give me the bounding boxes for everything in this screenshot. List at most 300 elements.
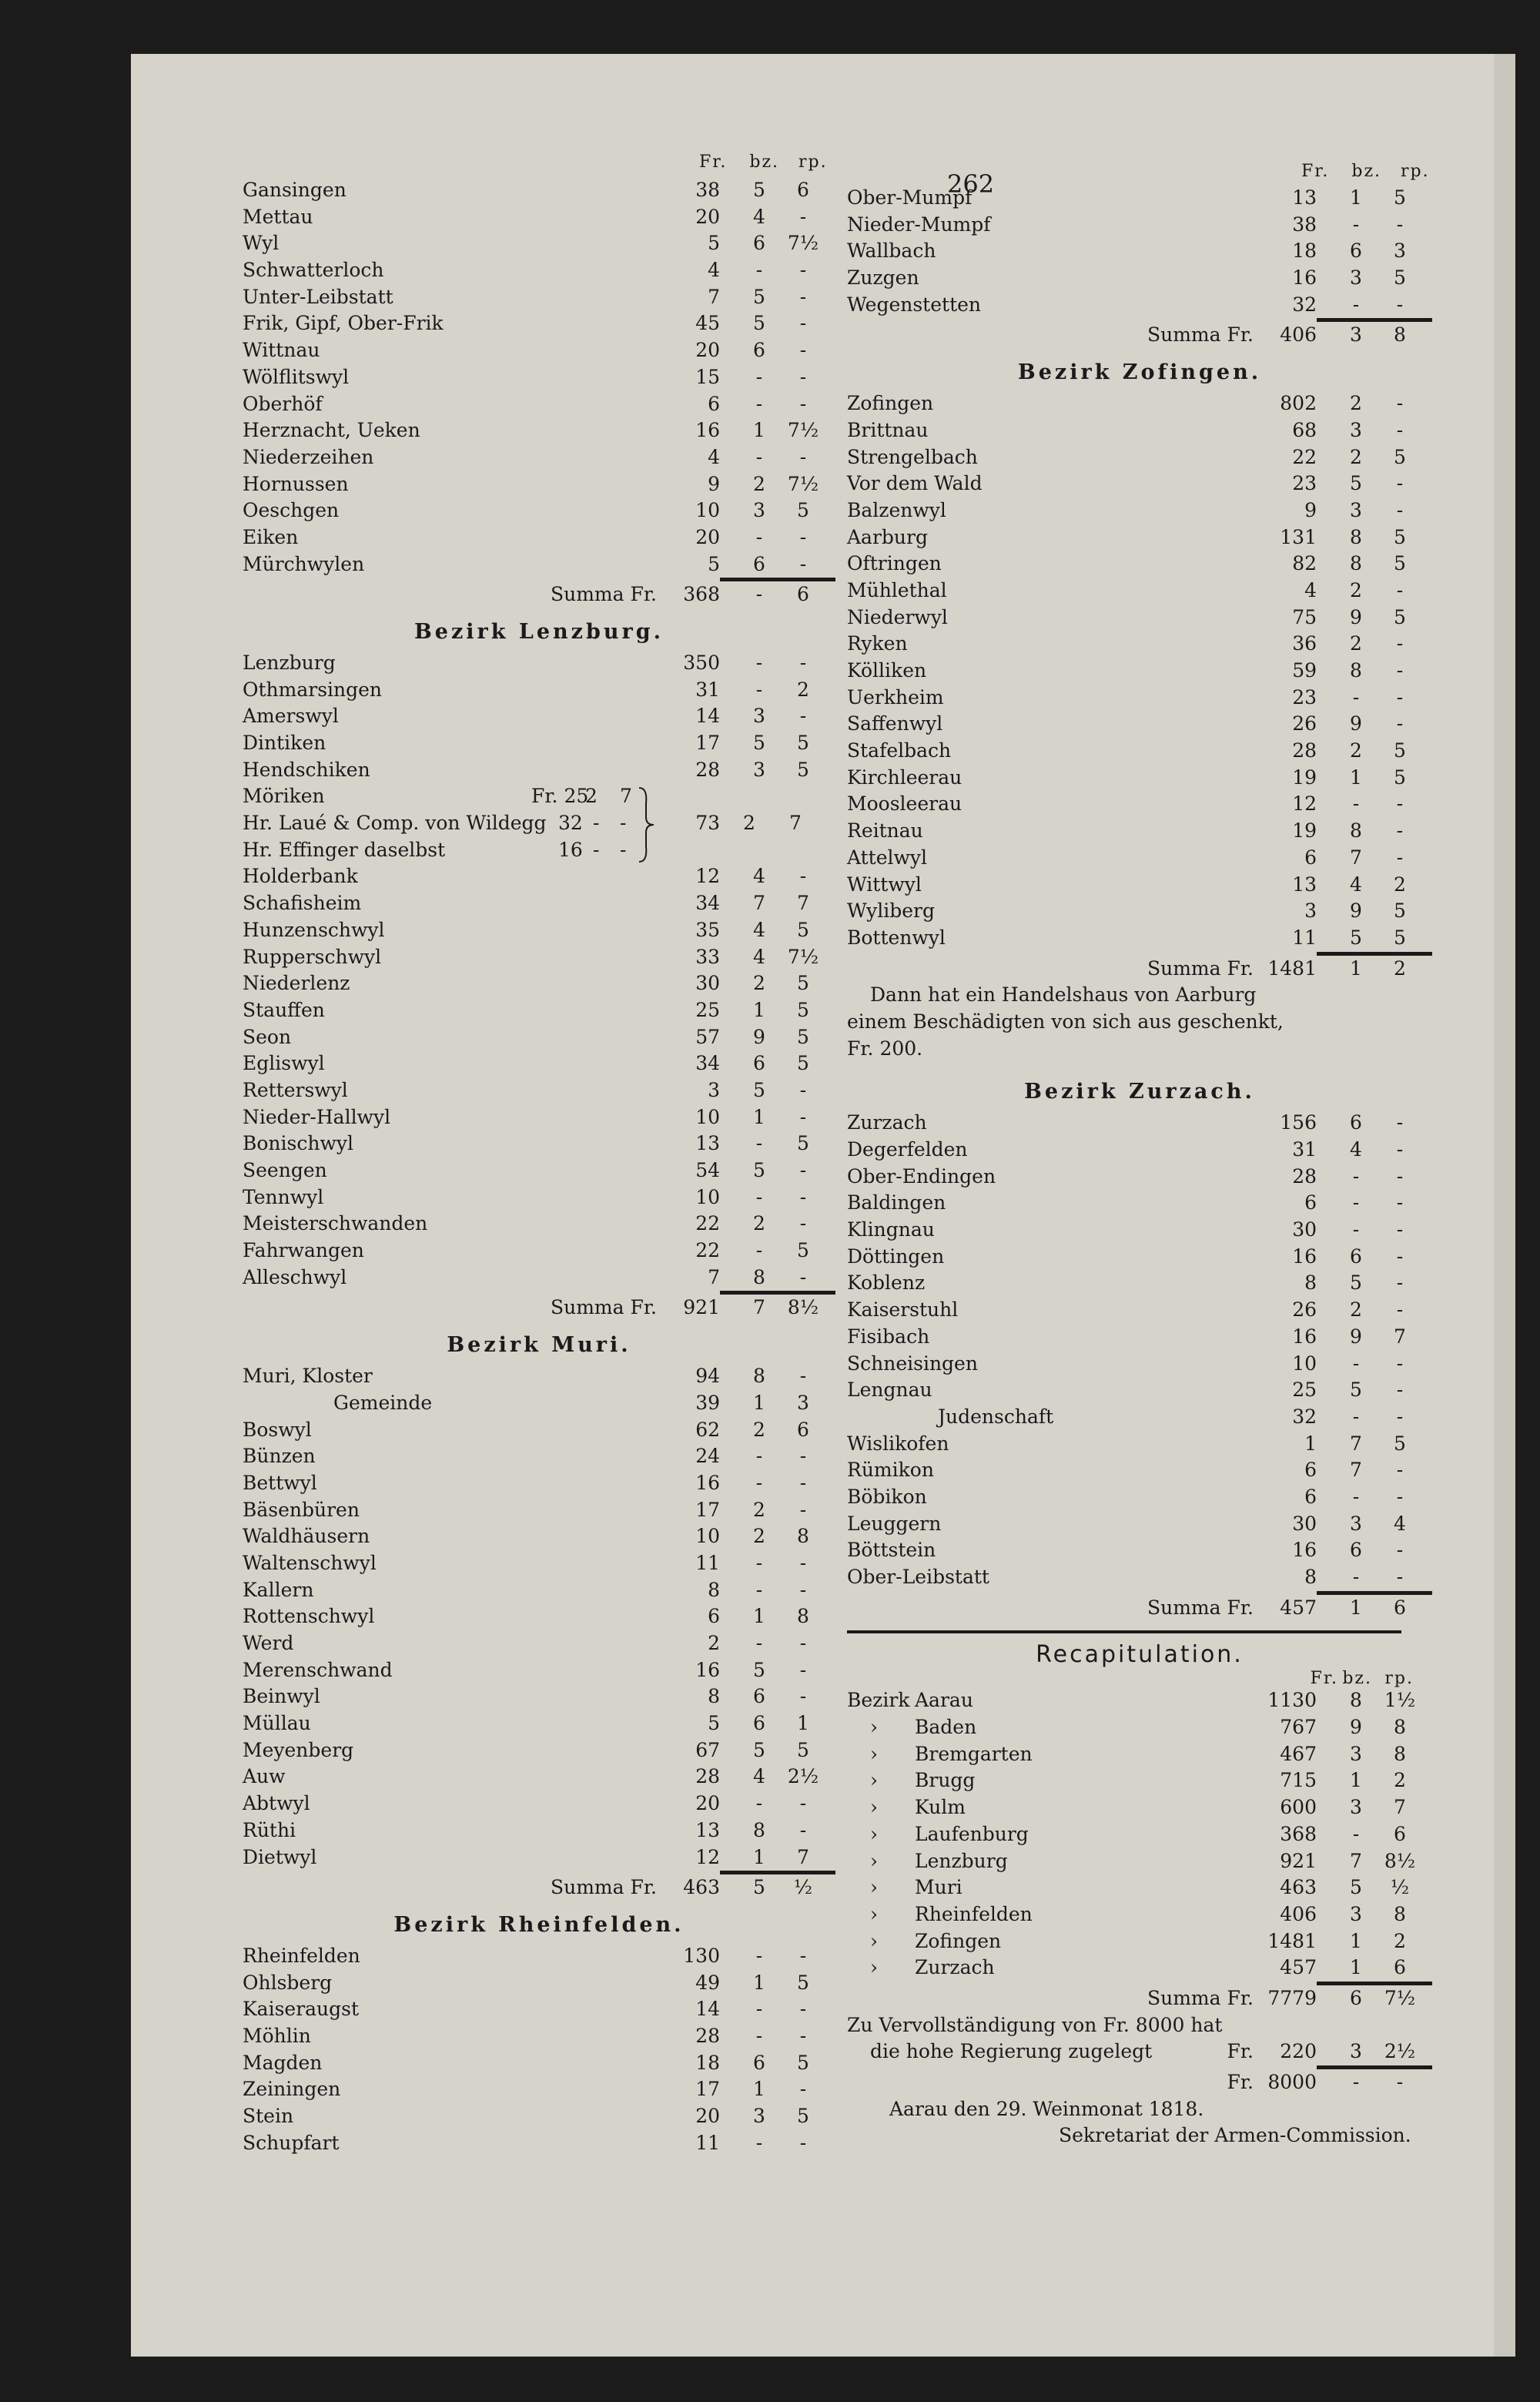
amount-fr: 17 <box>695 1498 720 1521</box>
amount-fr: 2 <box>708 1632 720 1654</box>
sum-row <box>243 581 835 608</box>
amount-rp: - <box>799 1445 807 1468</box>
amount-bz: 1 <box>753 419 765 442</box>
amount-bz: - <box>755 1578 763 1601</box>
table-row <box>847 1217 1432 1244</box>
table-row <box>243 1577 835 1604</box>
amount-bz: - <box>1352 1218 1360 1241</box>
amount-fr: 9 <box>1304 498 1317 521</box>
place-name: Wallbach <box>847 240 936 263</box>
recap-row <box>847 1714 1432 1741</box>
amount-bz: 3 <box>753 2105 765 2127</box>
amount-bz: - <box>755 1792 763 1815</box>
amount-fr: 11 <box>1292 926 1317 949</box>
ditto-mark: › <box>870 1849 878 1872</box>
place-name: Fisibach <box>847 1325 930 1348</box>
lenzburg-list-a <box>243 650 835 783</box>
amount-rp: 5 <box>1394 605 1406 628</box>
amount-bz: 6 <box>753 552 765 575</box>
amount-bz: 3 <box>1350 1902 1362 1925</box>
table-row <box>243 1683 835 1710</box>
place-name: Alleschwyl <box>243 1265 347 1288</box>
header-rp: rp. <box>1401 162 1430 181</box>
table-row <box>243 1996 835 2023</box>
amount-rp: 2 <box>1394 1769 1406 1792</box>
amount-fr: 7 <box>708 285 720 308</box>
amount-bz: - <box>755 1998 763 2021</box>
grand-total-bz: - <box>1352 2071 1360 2094</box>
amount-bz: 4 <box>753 918 765 941</box>
amount-fr: 19 <box>1292 819 1317 843</box>
amount-fr: 16 <box>1292 266 1317 290</box>
place-name: Auw <box>243 1765 286 1788</box>
amount-fr: 94 <box>695 1365 720 1388</box>
place-name: Eiken <box>243 525 299 548</box>
table-row <box>847 1137 1432 1164</box>
amount-fr: 30 <box>1292 1512 1317 1535</box>
amount-bz: - <box>755 259 763 282</box>
sum-fr: 1481 <box>1267 956 1317 980</box>
table-row <box>243 650 835 677</box>
amount-rp: - <box>1396 472 1404 495</box>
amount-bz: 6 <box>1350 1111 1362 1134</box>
table-row <box>243 1131 835 1157</box>
district-name: Aarau <box>915 1689 973 1712</box>
left-column-headers <box>699 152 828 172</box>
recap-sum <box>847 1985 1432 2012</box>
amount-bz: 1 <box>753 2078 765 2101</box>
right-column <box>847 185 1432 2149</box>
amount-rp: 2½ <box>787 1765 819 1788</box>
recap-row <box>847 1821 1432 1848</box>
amount-fr: 12 <box>695 865 720 888</box>
amount-bz: - <box>1352 1164 1360 1188</box>
amount-fr: 11 <box>695 1551 720 1574</box>
header-bz: bz. <box>749 152 780 172</box>
place-name: Abtwyl <box>243 1792 310 1815</box>
amount-fr: 6 <box>708 392 720 415</box>
amount-bz: 5 <box>1350 926 1362 949</box>
place-name: Bettwyl <box>243 1471 317 1494</box>
table-row <box>243 444 835 471</box>
table-row <box>847 1190 1432 1217</box>
amount-bz: 2 <box>753 1212 765 1235</box>
amount-bz: 7 <box>1350 846 1362 869</box>
amount-fr: 16 <box>695 1471 720 1494</box>
place-name: Brittnau <box>847 418 929 441</box>
amount-fr: 10 <box>695 1525 720 1548</box>
amount-bz: 2 <box>1350 392 1362 415</box>
amount-fr: 802 <box>1280 392 1317 415</box>
laufenburg-list <box>243 177 835 578</box>
amount-fr: 1130 <box>1267 1689 1317 1712</box>
amount-fr: 34 <box>695 892 720 915</box>
place-name: Wittwyl <box>847 873 922 896</box>
amount-fr: 17 <box>695 2078 720 2101</box>
amount-bz: - <box>755 1445 763 1468</box>
place-name: Waltenschwyl <box>243 1551 377 1574</box>
amount-bz: - <box>1352 1405 1360 1428</box>
amount-fr: 31 <box>695 678 720 701</box>
amount-fr: 5 <box>708 1712 720 1735</box>
recap-heading: Recapitulation. <box>1036 1641 1244 1669</box>
amount-rp: - <box>1396 1566 1404 1589</box>
amount-fr: 33 <box>695 945 720 968</box>
amount-fr: 406 <box>1280 1902 1317 1925</box>
amount-rp: 5 <box>1394 926 1406 949</box>
place-name: Kaiseraugst <box>243 1998 360 2021</box>
amount-fr: 39 <box>695 1391 720 1414</box>
amount-rp: - <box>799 1105 807 1128</box>
amount-fr: 6 <box>1304 1485 1317 1508</box>
amount-bz: 8 <box>753 1818 765 1841</box>
table-row <box>847 925 1432 952</box>
place-name: Rupperschwyl <box>243 945 382 968</box>
place-name: Judenschaft <box>938 1405 1054 1428</box>
moriken-block <box>243 783 835 863</box>
amount-rp: - <box>799 1818 807 1841</box>
amount-rp: - <box>799 205 807 228</box>
table-row <box>243 1844 835 1871</box>
rheinfelden-heading: Bezirk Rheinfelden. <box>393 1912 685 1937</box>
header-rp: rp. <box>798 152 828 172</box>
table-row <box>243 284 835 311</box>
amount-fr: 38 <box>1292 213 1317 236</box>
recap-row <box>847 1741 1432 1768</box>
district-name: Rheinfelden <box>915 1902 1033 1925</box>
place-name: Retterswyl <box>243 1078 348 1101</box>
place-name: Kölliken <box>847 659 927 682</box>
table-row <box>847 1324 1432 1351</box>
table-row <box>243 917 835 944</box>
amount-bz: 4 <box>753 205 765 228</box>
amount-bz: 7 <box>1350 1432 1362 1455</box>
amount-bz: 3 <box>1350 418 1362 441</box>
amount-fr: 12 <box>695 1845 720 1868</box>
amount-bz: 7 <box>753 892 765 915</box>
sum-bz: 6 <box>1350 1986 1362 2009</box>
amount-rp: 5 <box>1394 445 1406 468</box>
amount-fr: 13 <box>1292 186 1317 209</box>
amount-rp: - <box>1396 1271 1404 1295</box>
place-name: Beinwyl <box>243 1685 320 1708</box>
amount-bz: - <box>1352 1822 1360 1845</box>
amount-fr: 10 <box>695 1105 720 1128</box>
table-row <box>243 2130 835 2157</box>
sum-bz: 3 <box>1350 323 1362 347</box>
amount-bz: - <box>1352 1352 1360 1375</box>
amount-bz: 9 <box>1350 1716 1362 1739</box>
amount-bz: 5 <box>753 732 765 755</box>
table-row <box>243 1238 835 1265</box>
amount-rp: 6 <box>797 1418 809 1441</box>
amount-rp: - <box>799 1578 807 1601</box>
amount-rp: 6 <box>1394 1956 1406 1979</box>
amount-bz: - <box>1352 685 1360 709</box>
moriken-name: Möriken <box>243 785 325 808</box>
sum-row <box>847 322 1432 349</box>
amount-rp: 5 <box>797 732 809 755</box>
amount-rp: 5 <box>1394 899 1406 923</box>
amount-fr: 23 <box>1292 685 1317 709</box>
sum-bz: 1 <box>1350 1596 1362 1619</box>
amount-rp: - <box>799 1212 807 1235</box>
place-name: Nieder-Hallwyl <box>243 1105 391 1128</box>
amount-rp: - <box>1396 632 1404 655</box>
rheinfelden-list-cont <box>847 185 1432 318</box>
amount-bz: 6 <box>753 1685 765 1708</box>
amount-rp: 5 <box>797 972 809 995</box>
amount-fr: 35 <box>695 918 720 941</box>
table-row <box>243 230 835 257</box>
amount-bz: 4 <box>753 865 765 888</box>
place-name: Strengelbach <box>847 445 978 468</box>
place-name: Möhlin <box>243 2024 311 2047</box>
sum-fr: 406 <box>1280 323 1317 347</box>
amount-bz: 7 <box>1350 1849 1362 1872</box>
table-row <box>243 177 835 204</box>
grand-total-fr: 8000 <box>1267 2071 1317 2094</box>
completion-label: Fr. <box>1227 2040 1254 2063</box>
table-row <box>243 944 835 971</box>
recap-row <box>847 1767 1432 1794</box>
amount-rp: - <box>1396 1138 1404 1161</box>
amount-fr: 463 <box>1280 1876 1317 1899</box>
amount-bz: 3 <box>753 705 765 728</box>
amount-rp: - <box>1396 418 1404 441</box>
moriken-total-bz: 2 <box>743 812 755 835</box>
sum-fr: 457 <box>1280 1596 1317 1619</box>
amount-fr: 3 <box>1304 899 1317 923</box>
amount-rp: - <box>799 1551 807 1574</box>
table-row <box>243 1630 835 1657</box>
amount-fr: 20 <box>695 525 720 548</box>
amount-rp: - <box>799 1792 807 1815</box>
table-row <box>847 791 1432 818</box>
district-name: Baden <box>915 1716 977 1739</box>
place-name: Hendschiken <box>243 758 370 781</box>
table-row <box>243 1710 835 1737</box>
table-row <box>847 1511 1432 1538</box>
amount-fr: 18 <box>1292 240 1317 263</box>
table-row <box>847 658 1432 685</box>
table-row <box>847 818 1432 845</box>
amount-fr: 6 <box>1304 1459 1317 1482</box>
table-row <box>847 1244 1432 1271</box>
amount-fr: 20 <box>695 2105 720 2127</box>
grand-total-rp: - <box>1396 2071 1404 2094</box>
header-bz: bz. <box>1351 162 1382 181</box>
amount-fr: 59 <box>1292 659 1317 682</box>
amount-bz: - <box>1352 213 1360 236</box>
place-name: Wittnau <box>243 339 320 362</box>
sum-fr: 368 <box>683 583 720 606</box>
place-name: Waldhäusern <box>243 1525 370 1548</box>
header-rp: rp. <box>1384 1669 1414 1689</box>
amount-rp: - <box>1396 213 1404 236</box>
amount-fr: 16 <box>695 419 720 442</box>
amount-fr: 22 <box>1292 445 1317 468</box>
amount-fr: 67 <box>695 1738 720 1761</box>
moriken-sub-2-rp: - <box>620 812 627 835</box>
recap-row <box>847 1848 1432 1875</box>
amount-bz: - <box>755 678 763 701</box>
amount-rp: 5 <box>797 918 809 941</box>
amount-rp: - <box>1396 712 1404 735</box>
amount-fr: 10 <box>1292 1352 1317 1375</box>
place-name: Kaiserstuhl <box>847 1298 959 1322</box>
amount-bz: 2 <box>753 1525 765 1548</box>
amount-bz: 6 <box>1350 240 1362 263</box>
table-row <box>243 337 835 364</box>
amount-bz: - <box>755 1132 763 1155</box>
amount-fr: 26 <box>1292 712 1317 735</box>
amount-rp: 5 <box>1394 186 1406 209</box>
amount-bz: 8 <box>1350 659 1362 682</box>
amount-rp: - <box>799 2131 807 2154</box>
table-row <box>243 524 835 551</box>
amount-fr: 57 <box>695 1025 720 1048</box>
amount-rp: 5 <box>1394 1432 1406 1455</box>
amount-rp: 7½ <box>787 472 819 495</box>
table-row <box>243 1104 835 1131</box>
amount-fr: 13 <box>1292 873 1317 896</box>
table-row <box>243 1791 835 1817</box>
amount-rp: - <box>799 259 807 282</box>
amount-bz: 6 <box>753 2051 765 2074</box>
amount-bz: 5 <box>753 1658 765 1681</box>
table-row <box>243 551 835 578</box>
amount-rp: ½ <box>1390 1876 1410 1899</box>
place-name: Wislikofen <box>847 1432 949 1455</box>
table-row <box>243 1497 835 1524</box>
amount-bz: 6 <box>753 1712 765 1735</box>
amount-fr: 13 <box>695 1132 720 1155</box>
amount-fr: 350 <box>683 652 720 674</box>
amount-bz: 6 <box>1350 1245 1362 1268</box>
amount-rp: 5 <box>797 1971 809 1994</box>
place-name: Lenzburg <box>243 652 336 674</box>
amount-rp: - <box>1396 1539 1404 1562</box>
table-row <box>847 1484 1432 1511</box>
zofingen-heading: Bezirk Zofingen. <box>1017 360 1262 385</box>
amount-fr: 54 <box>695 1159 720 1181</box>
amount-fr: 25 <box>695 998 720 1021</box>
moriken-sub-2-bz: - <box>593 812 600 835</box>
amount-rp: - <box>799 865 807 888</box>
district-name: Zurzach <box>915 1956 995 1979</box>
amount-rp: 5 <box>797 758 809 781</box>
amount-rp: 7½ <box>787 419 819 442</box>
place-name: Ohlsberg <box>243 1971 333 1994</box>
sum-fr: 463 <box>683 1876 720 1899</box>
amount-bz: 1 <box>753 1971 765 1994</box>
amount-fr: 16 <box>1292 1325 1317 1348</box>
table-row <box>243 1157 835 1184</box>
page-number: 262 <box>947 169 995 199</box>
amount-rp: - <box>1396 293 1404 316</box>
amount-rp: - <box>799 312 807 335</box>
amount-bz: 8 <box>1350 1689 1362 1712</box>
sum-rp: 7½ <box>1384 1986 1416 2009</box>
sum-row <box>847 1595 1432 1622</box>
table-row <box>243 1817 835 1844</box>
place-name: Werd <box>243 1632 294 1654</box>
sum-bz: 1 <box>1350 956 1362 980</box>
amount-bz: - <box>755 1632 763 1654</box>
document-page <box>131 54 1494 2357</box>
table-row <box>243 757 835 784</box>
amount-rp: 8 <box>1394 1716 1406 1739</box>
amount-fr: 9 <box>708 472 720 495</box>
amount-rp: - <box>1396 498 1404 521</box>
place-name: Unter-Leibstatt <box>243 285 393 308</box>
sum-label: Summa Fr. <box>551 1296 657 1319</box>
recap-column-headers <box>847 1670 1432 1687</box>
amount-fr: 31 <box>1292 1138 1317 1161</box>
ditto-mark: › <box>870 1902 878 1925</box>
amount-rp: 7 <box>1394 1325 1406 1348</box>
amount-rp: 7 <box>1394 1796 1406 1819</box>
amount-rp: - <box>799 1944 807 1967</box>
amount-fr: 8 <box>708 1685 720 1708</box>
amount-fr: 26 <box>1292 1298 1317 1322</box>
amount-rp: 3 <box>797 1391 809 1414</box>
note-line-3: Fr. 200. <box>847 1037 923 1060</box>
amount-bz: 7 <box>1350 1459 1362 1482</box>
amount-bz: - <box>1352 1566 1360 1589</box>
place-name: Rüthi <box>243 1818 296 1841</box>
table-row <box>243 497 835 524</box>
recap-row <box>847 1928 1432 1955</box>
table-row <box>243 2076 835 2103</box>
moriken-sub-3-bz: - <box>593 839 600 862</box>
place-name: Oberhöf <box>243 392 323 415</box>
place-name: Tennwyl <box>243 1185 324 1208</box>
amount-fr: 24 <box>695 1445 720 1468</box>
amount-rp: - <box>1396 1218 1404 1241</box>
place-name: Hornussen <box>243 472 349 495</box>
table-row <box>847 1431 1432 1458</box>
place-name: Zuzgen <box>847 266 919 290</box>
table-row <box>243 1550 835 1577</box>
place-name: Meyenberg <box>243 1738 354 1761</box>
place-name: Zeiningen <box>243 2078 341 2101</box>
amount-rp: 2 <box>1394 873 1406 896</box>
amount-fr: 68 <box>1292 418 1317 441</box>
amount-bz: - <box>755 1185 763 1208</box>
district-name: Muri <box>915 1876 962 1899</box>
table-row <box>243 391 835 418</box>
table-row <box>243 1737 835 1764</box>
table-row <box>243 310 835 337</box>
amount-fr: 6 <box>708 1605 720 1628</box>
amount-fr: 34 <box>695 1052 720 1075</box>
table-row <box>243 730 835 757</box>
amount-rp: - <box>1396 1191 1404 1214</box>
table-row <box>243 364 835 391</box>
amount-fr: 11 <box>695 2131 720 2154</box>
amount-fr: 10 <box>695 1185 720 1208</box>
sum-fr: 921 <box>683 1296 720 1319</box>
sum-rp: 6 <box>797 583 809 606</box>
amount-fr: 6 <box>1304 1191 1317 1214</box>
amount-rp: 5 <box>797 1738 809 1761</box>
amount-fr: 13 <box>695 1818 720 1841</box>
amount-bz: 2 <box>753 972 765 995</box>
place-name: Schneisingen <box>847 1352 978 1375</box>
place-name: Fahrwangen <box>243 1239 364 1262</box>
